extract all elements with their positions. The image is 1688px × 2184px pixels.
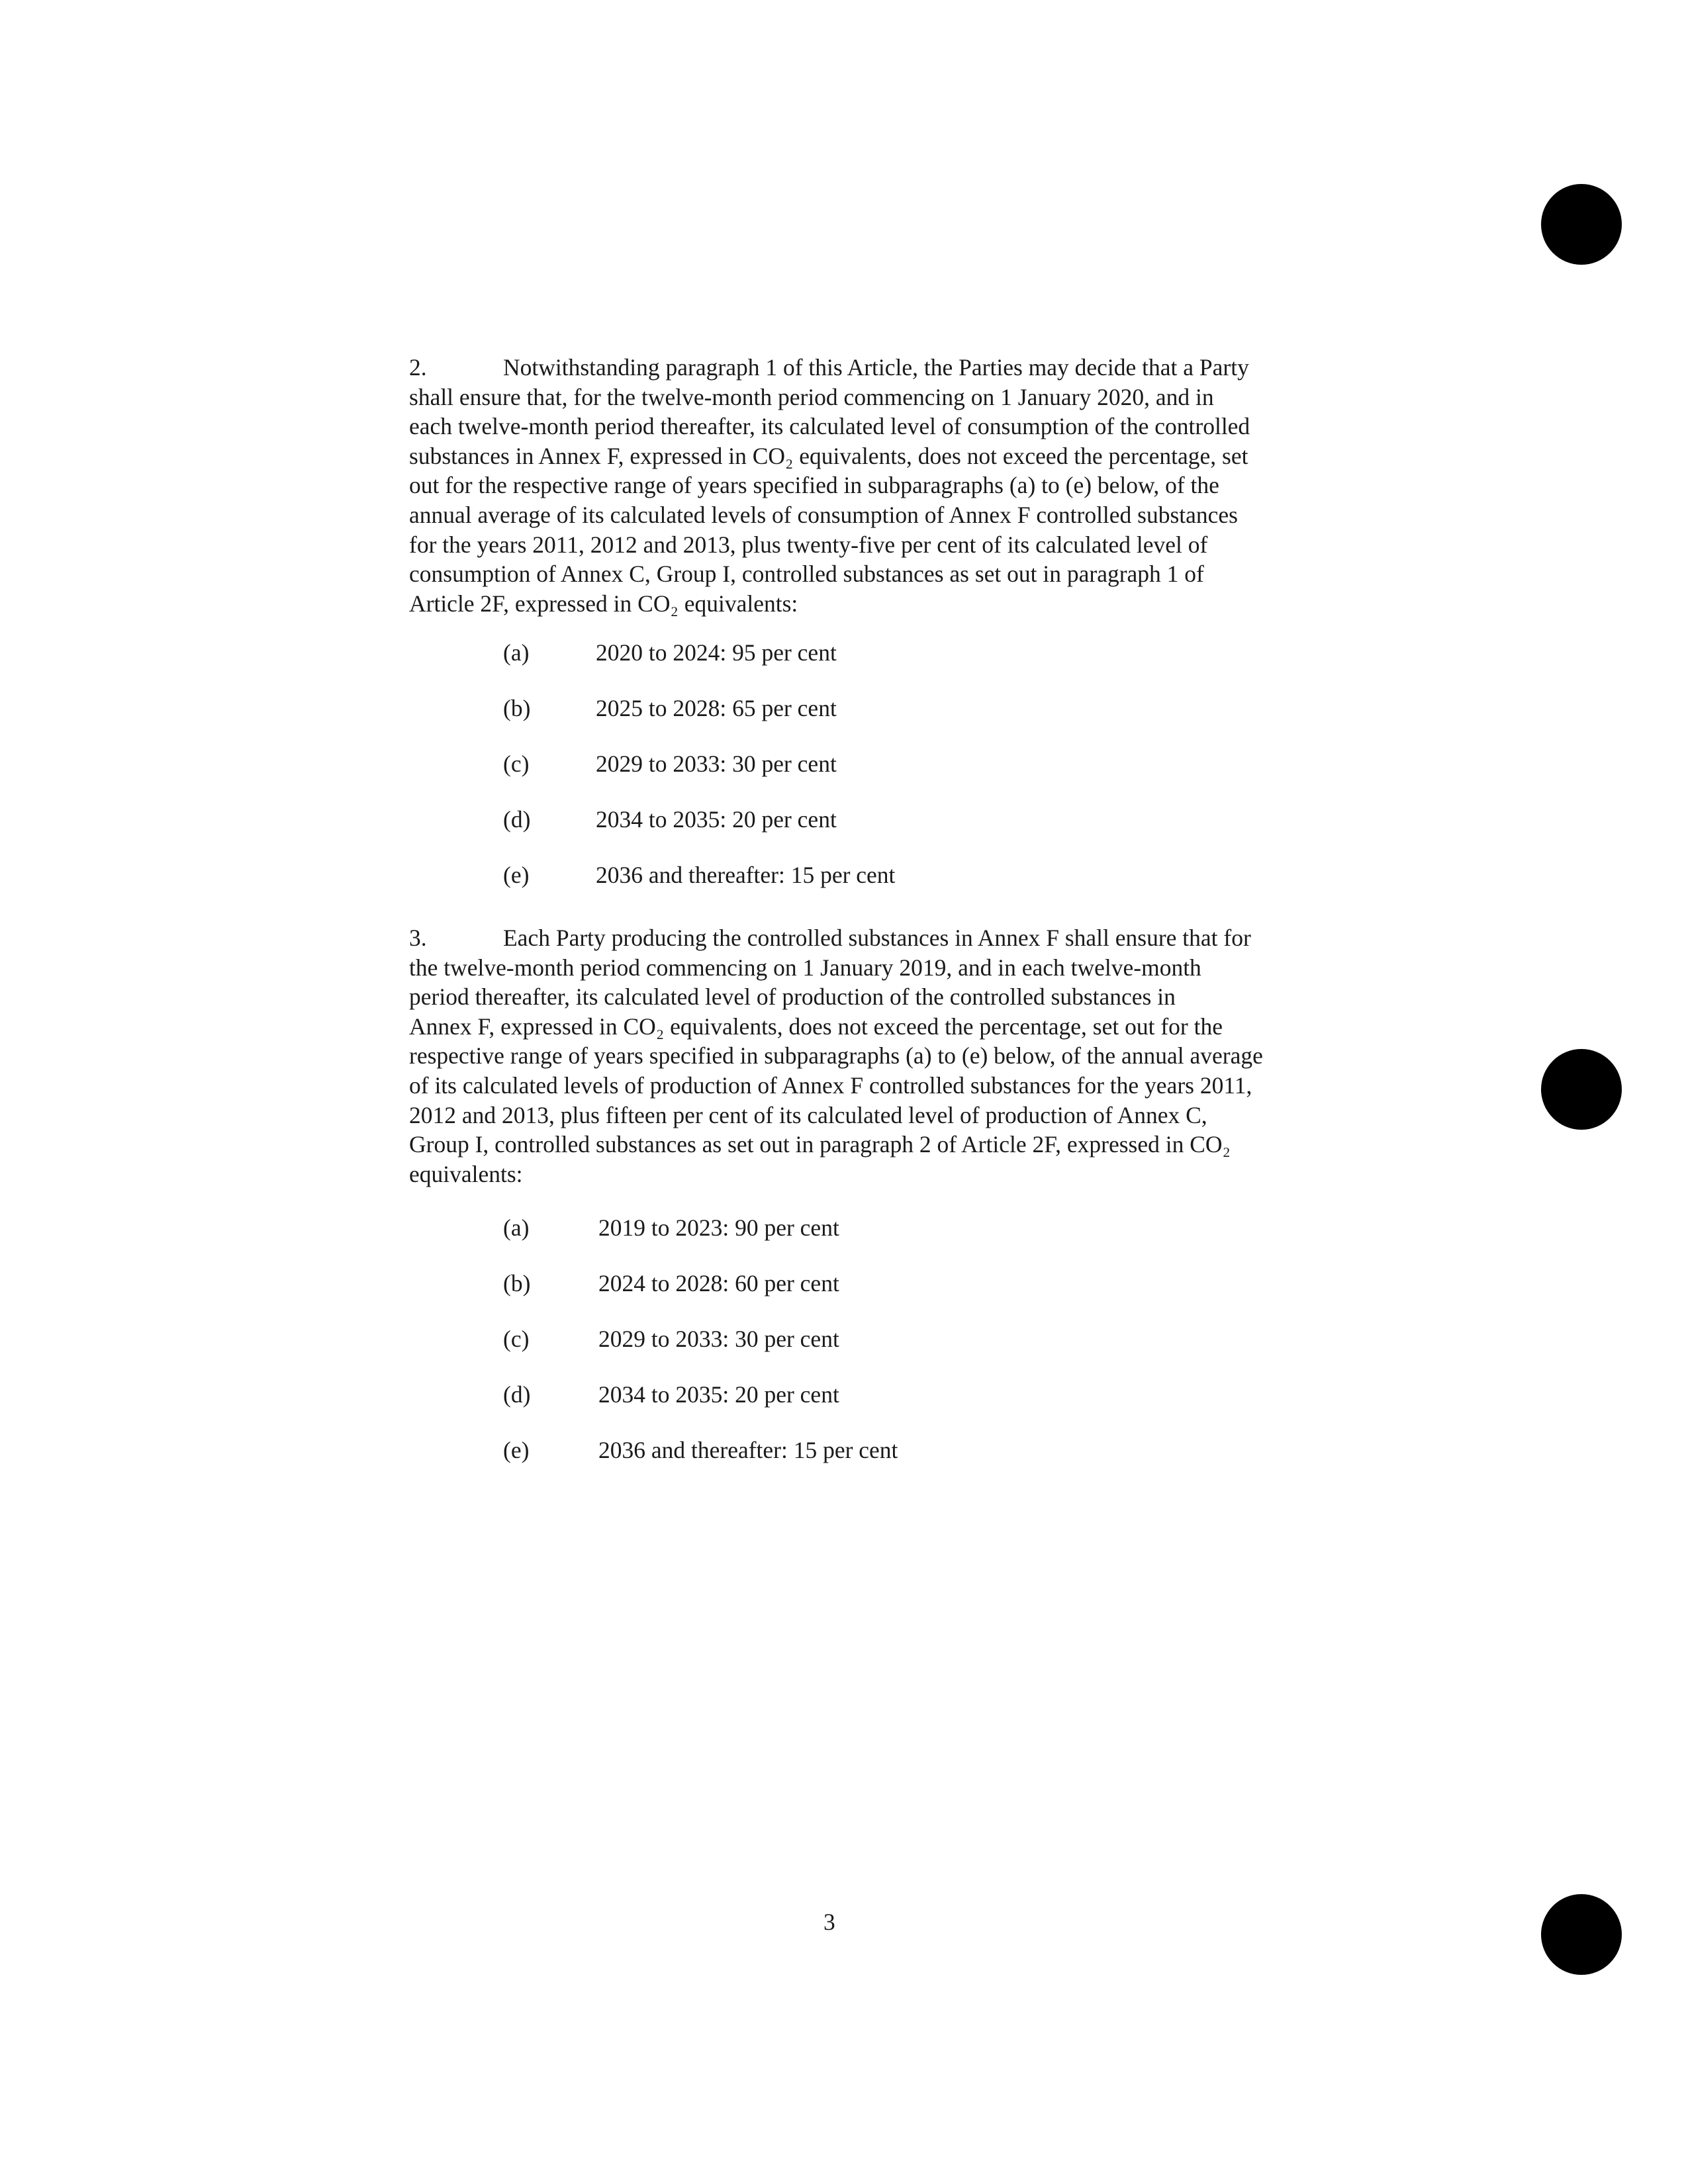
paragraph-line: shall ensure that, for the twelve-month period commencing on 1 January 2020, and in: [409, 383, 1214, 410]
punch-hole-mark: [1541, 184, 1622, 265]
punch-hole-mark: [1541, 1894, 1622, 1975]
paragraph-line: 2. Notwithstanding paragraph 1 of this Article, the Parties may decide that a Party: [409, 353, 1336, 383]
paragraph-line: consumption of Annex C, Group I, controlled substances as set out in paragraph 1 of: [409, 561, 1204, 588]
subparagraph-label: (e): [503, 1437, 530, 1463]
subparagraph-label: (a): [503, 1214, 530, 1241]
subparagraph-text: 2029 to 2033: 30 per cent: [596, 751, 837, 777]
subparagraph-text: 2036 and thereafter: 15 per cent: [596, 862, 896, 888]
subparagraph-text: 2024 to 2028: 60 per cent: [598, 1270, 839, 1297]
paragraph-line: 2012 and 2013, plus fifteen per cent of its calculated level of production of Annex C,: [409, 1101, 1207, 1128]
paragraph-line: out for the respective range of years specified in subparagraphs (a) to (e) below, of the: [409, 472, 1219, 499]
subparagraph-text: 2025 to 2028: 65 per cent: [596, 695, 837, 721]
paragraph-line: annual average of its calculated levels of consumption of Annex F controlled substances: [409, 501, 1238, 528]
paragraph-line: period thereafter, its calculated level of production of the controlled substances in: [409, 983, 1176, 1011]
subparagraph-label: (b): [503, 1270, 531, 1297]
paragraph-line: substances in Annex F, expressed in CO₂ equivalents, does not exceed the percentage, set: [409, 442, 1248, 469]
punch-hole-mark: [1541, 1049, 1622, 1130]
subparagraph-label: (b): [503, 695, 531, 721]
subparagraph-text: 2029 to 2033: 30 per cent: [598, 1326, 839, 1352]
paragraph-line: Group I, controlled substances as set out in paragraph 2 of Article 2F, expressed in CO₂: [409, 1131, 1231, 1158]
subparagraph-label: (a): [503, 639, 530, 666]
page-number: 3: [823, 1909, 835, 1935]
subparagraph-label: (c): [503, 751, 530, 777]
subparagraph-text: 2036 and thereafter: 15 per cent: [598, 1437, 898, 1463]
subparagraph-label: (c): [503, 1326, 530, 1352]
paragraph-line: equivalents:: [409, 1160, 523, 1187]
paragraph-3: [409, 923, 1336, 1189]
subparagraph-label: (d): [503, 806, 531, 833]
subparagraph-label: (d): [503, 1381, 531, 1408]
paragraph-line: each twelve-month period thereafter, its calculated level of consumption of the controlled: [409, 413, 1250, 440]
subparagraph-text: 2020 to 2024: 95 per cent: [596, 639, 837, 666]
subparagraph-text: 2034 to 2035: 20 per cent: [596, 806, 837, 833]
subparagraph-text: 2019 to 2023: 90 per cent: [598, 1214, 839, 1241]
paragraph-line: Annex F, expressed in CO₂ equivalents, does not exceed the percentage, set out for the: [409, 1013, 1223, 1040]
paragraph-line: of its calculated levels of production of Annex F controlled substances for the years 2011,: [409, 1071, 1252, 1099]
subparagraph-text: 2034 to 2035: 20 per cent: [598, 1381, 839, 1408]
paragraph-number: 3.: [409, 925, 427, 951]
paragraph-number: 2.: [409, 354, 427, 381]
paragraph-line: the twelve-month period commencing on 1 January 2019, and in each twelve-month: [409, 954, 1201, 981]
paragraph-line: Article 2F, expressed in CO₂ equivalents:: [409, 590, 798, 617]
paragraph-line: respective range of years specified in subparagraphs (a) to (e) below, of the annual average: [409, 1042, 1263, 1069]
paragraph-line: for the years 2011, 2012 and 2013, plus twenty-five per cent of its calculated level of: [409, 531, 1208, 558]
paragraph-line: 3. Each Party producing the controlled substances in Annex F shall ensure that for: [409, 923, 1336, 953]
paragraph-2: [409, 353, 1336, 618]
subparagraph-label: (e): [503, 862, 530, 888]
